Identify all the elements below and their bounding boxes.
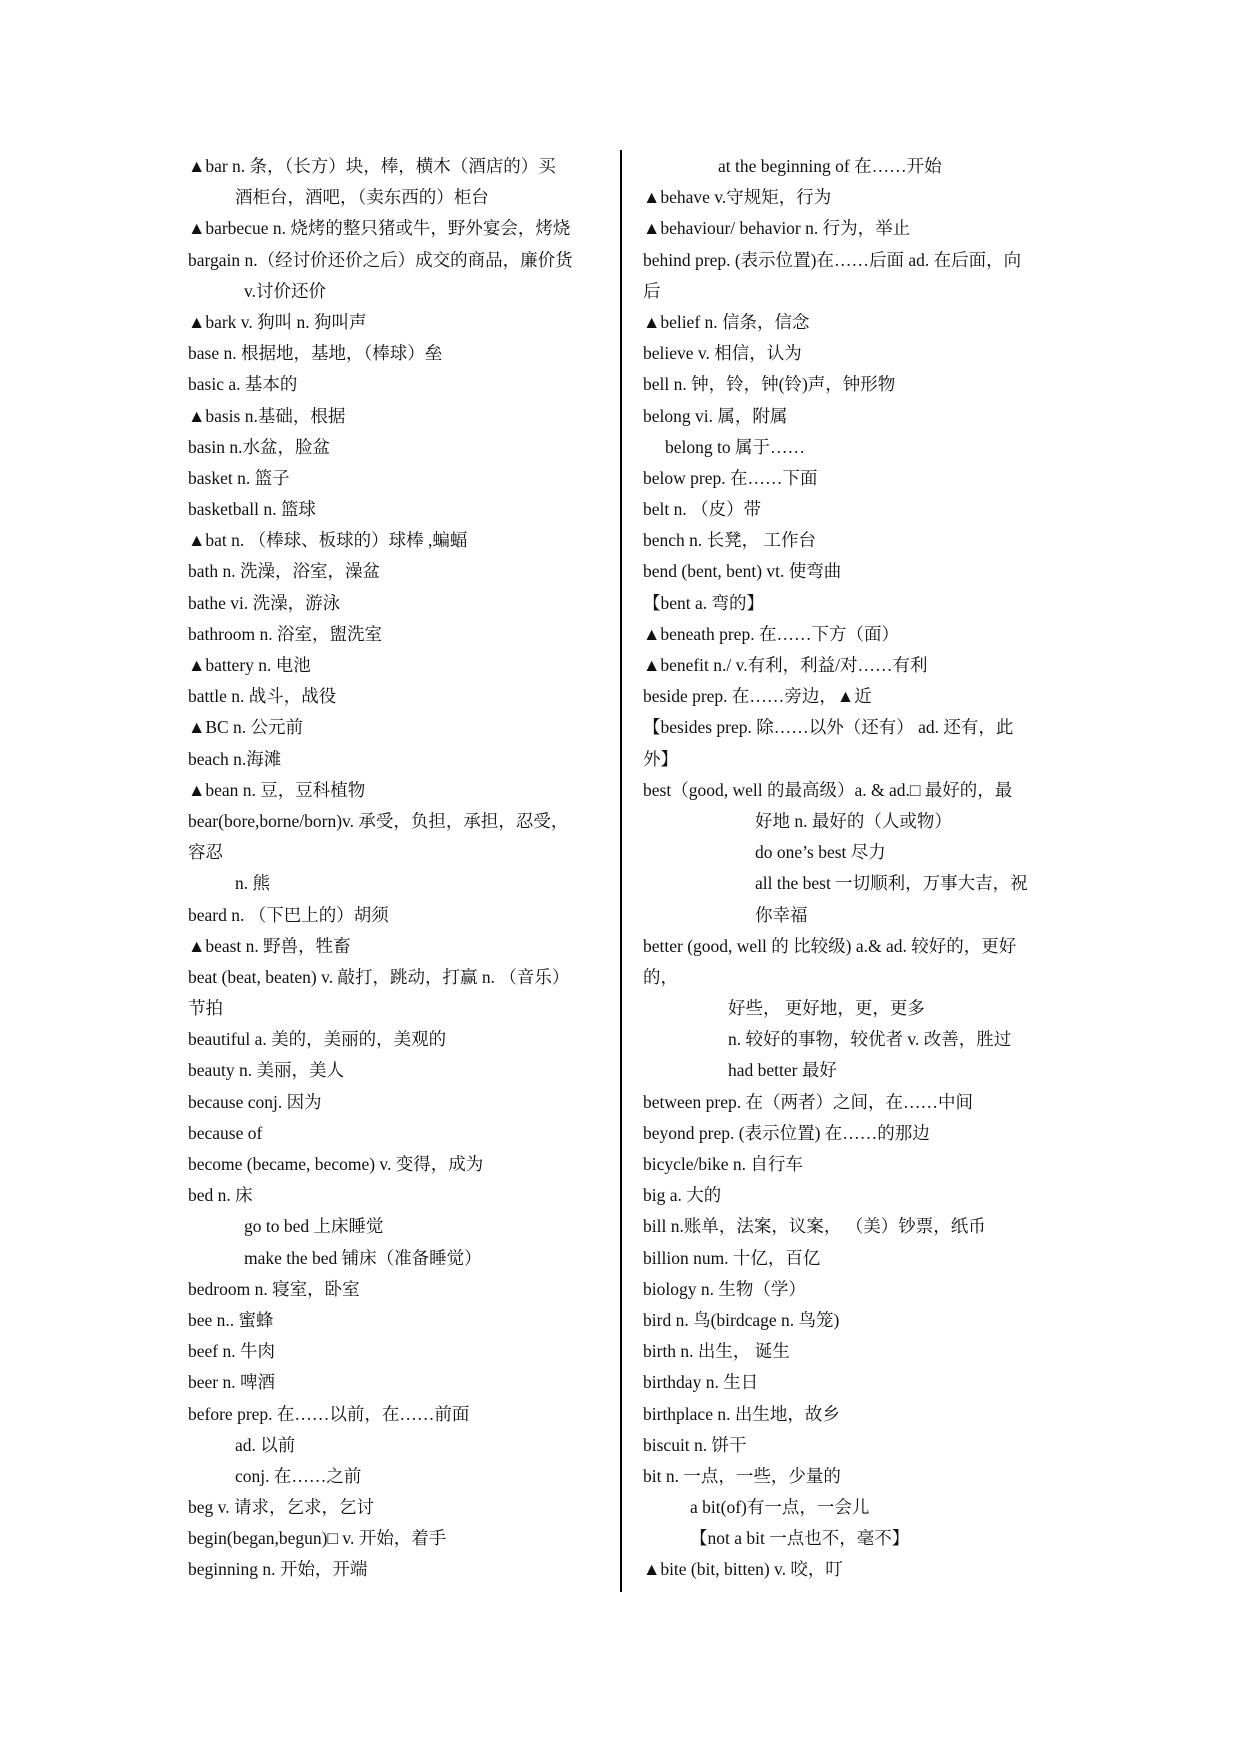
entry-line: 容忍 (188, 842, 223, 863)
entry-line: 【besides prep. 除……以外（还有） ad. 还有，此 (643, 717, 1014, 738)
entry-line: beg v. 请求，乞求，乞讨 (188, 1497, 375, 1518)
entry-line: ▲bark v. 狗叫 n. 狗叫声 (188, 311, 367, 332)
entry-line: below prep. 在……下面 (643, 467, 818, 488)
entry-line: belong vi. 属，附属 (643, 405, 788, 426)
entry-line: battle n. 战斗，战役 (188, 686, 337, 707)
entry-line: bench n. 长凳， 工作台 (643, 530, 817, 551)
right-column (643, 151, 1063, 1586)
entry-line: biscuit n. 饼干 (643, 1434, 747, 1455)
entry-line: 【bent a. 弯的】 (643, 592, 765, 613)
entry-line: v.讨价还价 (244, 280, 326, 301)
entry-line: bird n. 鸟(birdcage n. 鸟笼) (643, 1309, 840, 1330)
entry-line: between prep. 在（两者）之间，在……中间 (643, 1091, 974, 1112)
entry-line: 外】 (643, 748, 678, 769)
entry-line: beauty n. 美丽，美人 (188, 1060, 345, 1081)
entry-line: before prep. 在……以前，在……前面 (188, 1403, 470, 1424)
entry-line: ▲benefit n./ v.有利，利益/对……有利 (643, 655, 928, 675)
entry-line: beyond prep. (表示位置) 在……的那边 (643, 1122, 930, 1143)
entry-line: birth n. 出生， 诞生 (643, 1341, 790, 1362)
entry-line: 后 (643, 280, 661, 301)
entry-line: belong to 属于…… (665, 436, 805, 457)
entry-line: ▲battery n. 电池 (188, 655, 311, 675)
entry-line: bedroom n. 寝室，卧室 (188, 1278, 360, 1299)
entry-line: ▲belief n. 信条，信念 (643, 311, 810, 332)
entry-line: ▲beast n. 野兽，牲畜 (188, 935, 351, 956)
entry-line: bit n. 一点，一些，少量的 (643, 1465, 841, 1486)
entry-line: ▲bar n. 条，（长方）块，棒，横木（酒店的）买 (188, 156, 556, 176)
entry-line: ▲barbecue n. 烧烤的整只猪或牛，野外宴会，烤烧 (188, 218, 571, 239)
entry-line: belt n. （皮）带 (643, 499, 762, 520)
entry-line: beside prep. 在……旁边，▲近 (643, 686, 872, 707)
entry-line: bend (bent, bent) vt. 使弯曲 (643, 561, 842, 582)
entry-line: a bit(of)有一点，一会儿 (690, 1497, 870, 1518)
entry-line: better (good, well 的 比较级) a.& ad. 较好的，更好 (643, 935, 1017, 956)
entry-line: basin n.水盆，脸盆 (188, 436, 330, 457)
entry-line: ▲bean n. 豆，豆科植物 (188, 779, 366, 800)
entry-line: ▲basis n.基础，根据 (188, 405, 346, 426)
column-divider (620, 150, 622, 1592)
entry-line: basic a. 基本的 (188, 374, 298, 395)
entry-line: bee n.. 蜜蜂 (188, 1309, 274, 1330)
entry-line: beard n. （下巴上的）胡须 (188, 904, 389, 925)
entry-line: n. 熊 (235, 873, 270, 894)
entry-line: best（good, well 的最高级）a. & ad.□ 最好的，最 (643, 779, 1013, 800)
entry-line: 的， (643, 966, 678, 987)
left-column (188, 151, 618, 1586)
entry-line: beginning n. 开始，开端 (188, 1559, 368, 1580)
entry-line: 好些， 更好地，更，更多 (728, 998, 925, 1019)
entry-line: because of (188, 1122, 263, 1143)
entry-line: ad. 以前 (235, 1434, 296, 1455)
entry-line: 你幸福 (755, 904, 808, 925)
entry-line: basket n. 篮子 (188, 467, 290, 488)
entry-line: bath n. 洗澡，浴室，澡盆 (188, 561, 381, 582)
entry-line: bear(bore,borne/born)v. 承受，负担，承担，忍受， (188, 810, 569, 831)
entry-line: beef n. 牛肉 (188, 1341, 275, 1362)
entry-line: bell n. 钟，铃，钟(铃)声，钟形物 (643, 374, 896, 395)
entry-line: behind prep. (表示位置)在……后面 ad. 在后面，向 (643, 249, 1022, 270)
entry-line: because conj. 因为 (188, 1091, 322, 1112)
entry-line: bathe vi. 洗澡，游泳 (188, 592, 341, 613)
entry-line: ▲bite (bit, bitten) v. 咬，叮 (643, 1559, 843, 1580)
entry-line: ▲BC n. 公元前 (188, 717, 304, 738)
entry-line: go to bed 上床睡觉 (244, 1216, 384, 1237)
entry-line: ▲behaviour/ behavior n. 行为，举止 (643, 218, 911, 239)
entry-line: at the beginning of 在……开始 (718, 156, 942, 176)
entry-line: basketball n. 篮球 (188, 499, 316, 520)
entry-line: ▲behave v.守规矩，行为 (643, 187, 832, 208)
entry-line: 好地 n. 最好的（人或物） (755, 810, 952, 831)
entry-line: begin(began,begun)□ v. 开始，着手 (188, 1528, 447, 1549)
entry-line: bed n. 床 (188, 1185, 253, 1206)
entry-line: 酒柜台，酒吧，（卖东西的）柜台 (235, 187, 489, 208)
entry-line: had better 最好 (728, 1060, 837, 1081)
entry-line: become (became, become) v. 变得，成为 (188, 1154, 484, 1174)
entry-line: conj. 在……之前 (235, 1465, 362, 1486)
entry-line: 节拍 (188, 998, 223, 1019)
entry-line: bill n.账单，法案，议案， （美）钞票，纸币 (643, 1216, 986, 1237)
entry-line: beach n.海滩 (188, 748, 282, 769)
entry-line: beer n. 啤酒 (188, 1372, 275, 1393)
entry-line: billion num. 十亿，百亿 (643, 1247, 821, 1268)
entry-line: beautiful a. 美的，美丽的，美观的 (188, 1029, 447, 1050)
entry-line: birthplace n. 出生地，故乡 (643, 1403, 840, 1424)
entry-line: beat (beat, beaten) v. 敲打，跳动，打赢 n. （音乐） (188, 966, 570, 987)
entry-line: 【not a bit 一点也不，毫不】 (690, 1528, 910, 1549)
entry-line: ▲bat n. （棒球、板球的）球棒 ,蝙蝠 (188, 530, 468, 551)
entry-line: all the best 一切顺利，万事大吉，祝 (755, 873, 1028, 894)
entry-line: base n. 根据地，基地，（棒球）垒 (188, 343, 443, 364)
entry-line: bicycle/bike n. 自行车 (643, 1154, 803, 1174)
entry-line: biology n. 生物（学） (643, 1278, 806, 1299)
entry-line: bargain n.（经讨价还价之后）成交的商品，廉价货 (188, 249, 573, 270)
entry-line: bathroom n. 浴室，盥洗室 (188, 623, 382, 644)
entry-line: believe v. 相信，认为 (643, 343, 802, 364)
entry-line: ▲beneath prep. 在……下方（面） (643, 623, 899, 644)
entry-line: big a. 大的 (643, 1185, 722, 1206)
entry-line: make the bed 铺床（准备睡觉） (244, 1247, 482, 1268)
entry-line: n. 较好的事物，较优者 v. 改善，胜过 (728, 1029, 1012, 1050)
entry-line: do one’s best 尽力 (755, 842, 886, 863)
entry-line: birthday n. 生日 (643, 1372, 759, 1393)
